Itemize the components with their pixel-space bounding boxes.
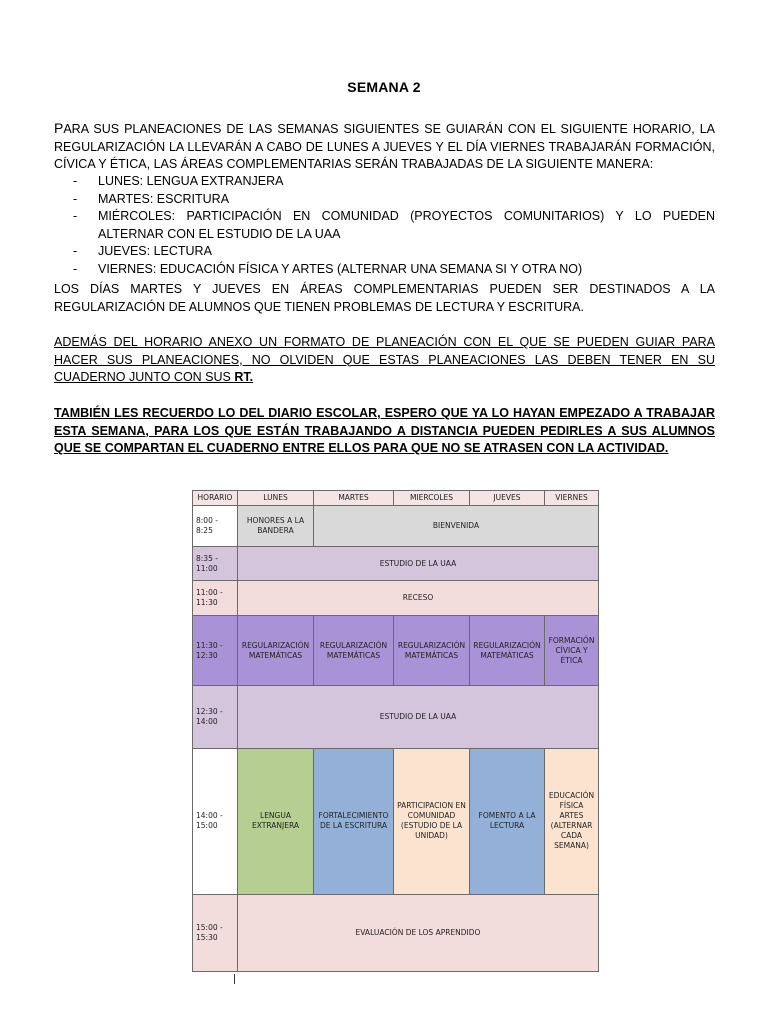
list-bullet: - <box>73 191 78 206</box>
regularization-note: LOS DÍAS MARTES Y JUEVES EN ÁREAS COMPLEMENTARIAS PUEDEN SER DESTINADOS A LA REGULARIZACIÓN DE ALUMNOS QUE TIENEN PROBLEMAS DE LECTURA Y ESCRITURA. <box>54 282 715 314</box>
planning-format-bold: RT. <box>234 370 254 385</box>
cell-estudio-uaa: ESTUDIO DE LA UAA <box>238 546 599 581</box>
cell-evaluacion: EVALUACIÓN DE LOS APRENDIDO <box>238 894 599 971</box>
schedule-table <box>192 490 599 972</box>
table-row <box>193 749 599 894</box>
list-item-text: JUEVES: LECTURA <box>98 244 212 259</box>
cell-participacion: PARTICIPACION EN COMUNIDAD (ESTUDIO DE LA UNIDAD) <box>394 749 470 894</box>
table-row <box>193 506 599 547</box>
list-bullet: - <box>73 244 78 259</box>
time-cell: 8:35 - 11:00 <box>193 546 238 581</box>
cell-regularizacion: REGULARIZACIÓN MATEMÁTICAS <box>314 616 394 686</box>
text-cursor-mark <box>234 974 235 984</box>
table-row <box>193 581 599 616</box>
list-item-text: MIÉRCOLES: PARTICIPACIÓN EN COMUNIDAD (PROYECTOS COMUNITARIOS) Y LO PUEDEN ALTERNAR CON EL ESTUDIO DE LA UAA <box>98 209 715 241</box>
time-cell: 15:00 - 15:30 <box>193 894 238 971</box>
areas-list <box>54 173 715 279</box>
school-diary-paragraph: TAMBIÉN LES RECUERDO LO DEL DIARIO ESCOLAR, ESPERO QUE YA LO HAYAN EMPEZADO A TRABAJAR ESTA SEMANA, PARA LOS QUE ESTÁN TRABAJANDO A DISTANCIA PUEDEN PEDIRLES A SUS ALUMNOS QUE SE COMPARTAN EL CUADERNO ENTRE ELLOS PARA QUE NO SE ATRASEN CON LA ACTIVIDAD. <box>54 406 715 456</box>
table-row <box>193 894 599 971</box>
time-cell: 11:30 - 12:30 <box>193 616 238 686</box>
list-item <box>54 191 715 209</box>
cell-educacion-fisica: EDUCACIÓN FÍSICA ARTES (ALTERNAR CADA SEMANA) <box>545 749 599 894</box>
table-row <box>193 686 599 749</box>
header-horario: HORARIO <box>193 491 238 506</box>
list-item <box>54 261 715 279</box>
list-bullet: - <box>73 209 78 224</box>
cell-regularizacion: REGULARIZACIÓN MATEMÁTICAS <box>238 616 314 686</box>
intro-text: ARA SUS PLANEACIONES DE LAS SEMANAS SIGUIENTES SE GUIARÁN CON EL SIGUIENTE HORARIO, LA REGULARIZACIÓN LA LLEVARÁN A CABO DE LUNES A JUEVES Y EL DÍA VIERNES TRABAJARÁN FORMACIÓN, CÍVICA Y ÉTICA, LAS ÁREAS COMPLEMENTARIAS SERÁN TRABAJADAS DE LA SIGUIENTE MANERA: <box>54 122 715 172</box>
cell-escritura: FORTALECIMIENTO DE LA ESCRITURA <box>314 749 394 894</box>
table-row <box>193 616 599 686</box>
cell-lectura: FOMENTO A LA LECTURA <box>470 749 545 894</box>
time-cell: 14:00 - 15:00 <box>193 749 238 894</box>
intro-paragraph <box>54 120 715 174</box>
cell-bienvenida: BIENVENIDA <box>314 506 599 547</box>
list-bullet: - <box>73 261 78 276</box>
list-item-text: LUNES: LENGUA EXTRANJERA <box>98 174 284 188</box>
planning-format-paragraph <box>54 334 715 387</box>
list-item <box>54 173 715 191</box>
header-miercoles: MIERCOLES <box>394 491 470 506</box>
header-viernes: VIERNES <box>545 491 599 506</box>
cell-regularizacion: REGULARIZACIÓN MATEMÁTICAS <box>394 616 470 686</box>
time-cell: 12:30 - 14:00 <box>193 686 238 749</box>
table-row <box>193 546 599 581</box>
list-item <box>54 208 715 243</box>
header-lunes: LUNES <box>238 491 314 506</box>
cell-lengua-extranjera: LENGUA EXTRANJERA <box>238 749 314 894</box>
cell-estudio-uaa-2: ESTUDIO DE LA UAA <box>238 686 599 749</box>
time-cell: 8:00 - 8:25 <box>193 506 238 547</box>
planning-format-text: ADEMÁS DEL HORARIO ANEXO UN FORMATO DE PLANEACIÓN CON EL QUE SE PUEDEN GUIAR PARA HACER SUS PLANEACIONES, NO OLVIDEN QUE ESTAS PLANEACIONES LAS DEBEN TENER EN SU CUADERNO JUNTO CON SUS <box>54 335 715 385</box>
page-title: SEMANA 2 <box>347 79 421 95</box>
list-item <box>54 243 715 261</box>
list-item-text: VIERNES: EDUCACIÓN FÍSICA Y ARTES (ALTERNAR UNA SEMANA SI Y OTRA NO) <box>98 261 583 276</box>
cell-receso: RECESO <box>238 581 599 616</box>
cell-regularizacion: REGULARIZACIÓN MATEMÁTICAS <box>470 616 545 686</box>
list-item-text: MARTES: ESCRITURA <box>98 191 230 206</box>
header-jueves: JUEVES <box>470 491 545 506</box>
table-header-row <box>193 491 599 506</box>
cell-honores: HONORES A LA BANDERA <box>238 506 314 547</box>
time-cell: 11:00 - 11:30 <box>193 581 238 616</box>
list-bullet: - <box>73 174 78 188</box>
header-martes: MARTES <box>314 491 394 506</box>
cell-formacion-civica: FORMACIÓN CÍVICA Y ÉTICA <box>545 616 599 686</box>
intro-first-letter: P <box>54 120 64 136</box>
